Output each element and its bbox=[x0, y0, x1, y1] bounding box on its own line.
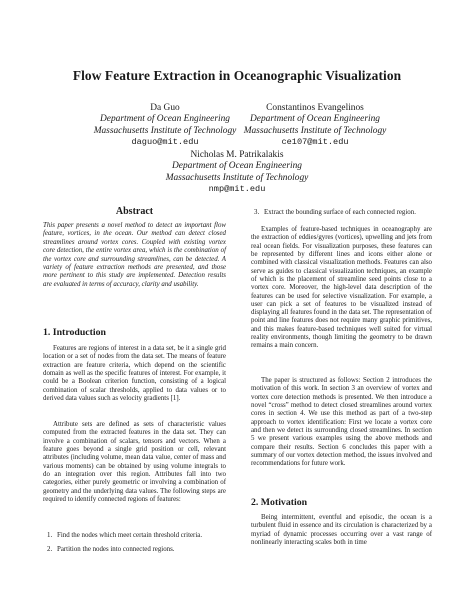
author-email: daguo@mit.edu bbox=[131, 136, 199, 147]
abstract-heading: Abstract bbox=[115, 206, 154, 217]
author-block-3 bbox=[162, 150, 312, 195]
author-institution: Massachusetts Institute of Technology bbox=[93, 125, 237, 136]
list-text: Partition the nodes into connected regions. bbox=[57, 546, 175, 553]
author-affiliation: Department of Ocean Engineering bbox=[100, 114, 230, 125]
author-block-2 bbox=[240, 103, 390, 148]
author-email: nmp@mit.edu bbox=[208, 183, 266, 194]
list-text: Find the nodes which meet certain threshold criteria. bbox=[57, 532, 203, 539]
right-paragraph-1: Examples of feature-based techniques in oceanography are the extraction of eddies/gyres (vortices), upwelling and jets from real ocean fields. For visualization purposes, these features can be represented by different lines and icons either alone or combined with classical visualization methods. Features can also serve as guides to classical visualization techniques, an example of which is the placement of streamline seed points close to a vortex core. Moreover, the high-level data description of the features can be used for selective visualization. For example, a user can pick a set of features to be visualized instead of displaying all features found in the data set. The representation of point and line features does not require many graphic primitives, and this makes feature-based techniques well suited for virtual reality environments, though limiting the geometry to be drawn remains a main concern. bbox=[251, 226, 432, 350]
list-text: Extract the bounding surface of each connected region. bbox=[264, 209, 416, 216]
intro-paragraph-2: Attribute sets are defined as sets of characteristic values computed from the extracted features in the data set. They can involve a combination of scalars, tensors and vectors. When a feature goes beyond a single grid position or cell, relevant attributes (including volume, mean data value, center of mass and various moments) can be obtained by using volume integrals to do an integration over this region. Attributes fall into two categories, either purely geometric or involving a combination of geometry and the underlying data values. The following steps are required to identify connected regions of features: bbox=[43, 421, 226, 503]
author-email: ce107@mit.edu bbox=[281, 136, 349, 147]
author-institution: Massachusetts Institute of Technology bbox=[165, 172, 309, 183]
list-number: 1. bbox=[47, 532, 53, 539]
author-affiliation: Department of Ocean Engineering bbox=[172, 161, 302, 172]
motivation-paragraph-1: Being intermittent, eventful and episodic, the ocean is a turbulent fluid in essence and its circulation is characterized by a myriad of dynamic processes occurring over a vast range of nonlinearly interacting scales both in time bbox=[251, 514, 432, 546]
author-name: Nicholas M. Patrikalakis bbox=[190, 150, 284, 160]
abstract-text: This paper presents a novel method to detect an important flow feature, vortices, in the ocean. Our method can detect closed streamlines around vortex cores. Coupled with existing vortex core detection, the entire vortex area, which is the combination of the vortex core and surrounding streamlines, can be detected. A variety of feature extraction methods are presented, and those more pertinent to this study are implemented. Detection results are evaluated in terms of accuracy, clarity and usability. bbox=[43, 222, 226, 288]
author-name: Constantinos Evangelinos bbox=[266, 103, 364, 113]
right-paragraph-2: The paper is structured as follows: Section 2 introduces the motivation of this work. In section 3 an overview of vortex and vortex core detection methods is presented. We then introduce a novel “cross” method to detect closed streamlines around vortex cores in section 4. We use this method as part of a two-step approach to vortex identification: First we locate a vortex core and then we detect its surrounding closed streamlines. In section 5 we present various examples using the above methods and compare their results. Section 6 concludes this paper with a summary of our vortex detection method, the issues involved and recommendations for future work. bbox=[251, 377, 432, 468]
list-item bbox=[47, 546, 226, 554]
intro-paragraph-1: Features are regions of interest in a data set, be it a single grid location or a set of nodes from the data set. The means of feature extraction are feature criteria, which depend on the scientific domain as well as the specific features of interest. For example, it could be a Boolean criterion function, consisting of a logical combination of scalar thresholds, applied to data values or to derived data values such as velocity gradients [1]. bbox=[43, 345, 226, 402]
introduction-heading: 1. Introduction bbox=[43, 327, 106, 338]
list-number: 3. bbox=[254, 209, 260, 216]
motivation-heading: 2. Motivation bbox=[251, 497, 308, 508]
list-number: 2. bbox=[47, 546, 53, 553]
author-name: Da Guo bbox=[150, 103, 180, 113]
list-item bbox=[254, 209, 432, 217]
author-block-1 bbox=[90, 103, 240, 148]
author-affiliation: Department of Ocean Engineering bbox=[250, 114, 380, 125]
author-institution: Massachusetts Institute of Technology bbox=[243, 125, 387, 136]
list-item bbox=[47, 532, 226, 540]
paper-title: Flow Feature Extraction in Oceanographic Visualization bbox=[72, 68, 402, 83]
